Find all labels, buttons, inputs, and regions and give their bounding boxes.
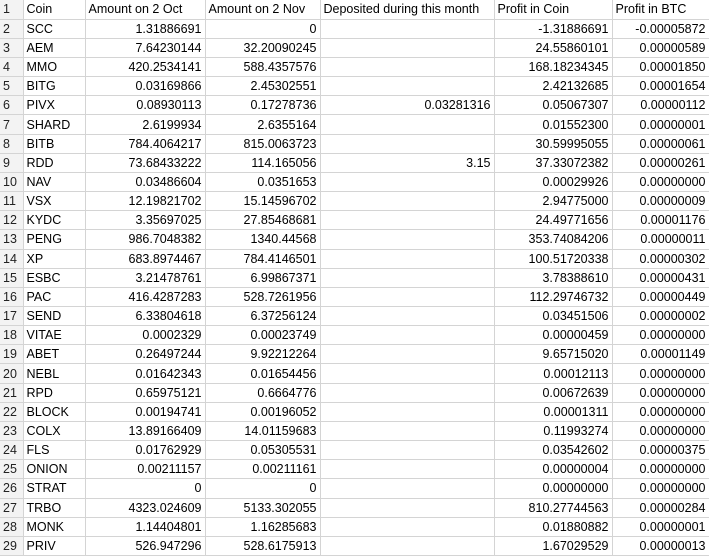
row-header[interactable]: 14: [0, 249, 23, 268]
row-header[interactable]: 22: [0, 402, 23, 421]
deposited-cell[interactable]: [320, 249, 494, 268]
row-header[interactable]: 19: [0, 345, 23, 364]
profit-coin-cell[interactable]: 353.74084206: [494, 230, 612, 249]
coin-cell[interactable]: XP: [23, 249, 85, 268]
coin-cell[interactable]: PAC: [23, 287, 85, 306]
amount-nov-cell[interactable]: 0.00211161: [205, 460, 320, 479]
profit-coin-cell[interactable]: 0.01880882: [494, 517, 612, 536]
profit-coin-cell[interactable]: 0.05067307: [494, 96, 612, 115]
table-row: [0, 402, 709, 421]
amount-oct-cell[interactable]: 0.0002329: [85, 326, 205, 345]
coin-cell[interactable]: AEM: [23, 38, 85, 57]
deposited-cell[interactable]: [320, 517, 494, 536]
header-cell-profit-coin[interactable]: Profit in Coin: [494, 0, 612, 19]
amount-nov-cell[interactable]: 6.99867371: [205, 268, 320, 287]
amount-nov-cell[interactable]: 0: [205, 19, 320, 38]
table-row: [0, 230, 709, 249]
table-row: [0, 153, 709, 172]
amount-oct-cell[interactable]: 0.01642343: [85, 364, 205, 383]
profit-coin-cell[interactable]: 0.00000000: [494, 479, 612, 498]
table-row: [0, 38, 709, 57]
amount-oct-cell[interactable]: 416.4287283: [85, 287, 205, 306]
amount-oct-cell[interactable]: 0.01762929: [85, 441, 205, 460]
amount-oct-cell[interactable]: 0.65975121: [85, 383, 205, 402]
row-header[interactable]: 4: [0, 57, 23, 76]
table-row: [0, 460, 709, 479]
amount-oct-cell[interactable]: 2.6199934: [85, 115, 205, 134]
row-header[interactable]: 13: [0, 230, 23, 249]
deposited-cell[interactable]: [320, 345, 494, 364]
profit-coin-cell[interactable]: 168.18234345: [494, 57, 612, 76]
amount-oct-cell[interactable]: 3.35697025: [85, 211, 205, 230]
profit-btc-cell[interactable]: 0.00000431: [612, 268, 709, 287]
profit-btc-cell[interactable]: 0.00000013: [612, 536, 709, 555]
row-header[interactable]: 17: [0, 307, 23, 326]
coin-cell[interactable]: RDD: [23, 153, 85, 172]
amount-nov-cell[interactable]: 14.01159683: [205, 421, 320, 440]
profit-coin-cell[interactable]: 810.27744563: [494, 498, 612, 517]
profit-btc-cell[interactable]: 0.00000000: [612, 479, 709, 498]
row-header[interactable]: 21: [0, 383, 23, 402]
profit-btc-cell[interactable]: 0.00000000: [612, 326, 709, 345]
header-cell-amount-oct[interactable]: Amount on 2 Oct: [85, 0, 205, 19]
deposited-cell[interactable]: [320, 536, 494, 555]
profit-coin-cell[interactable]: 2.42132685: [494, 77, 612, 96]
row-header[interactable]: 6: [0, 96, 23, 115]
row-header[interactable]: 15: [0, 268, 23, 287]
amount-oct-cell[interactable]: 683.8974467: [85, 249, 205, 268]
amount-nov-cell[interactable]: 1340.44568: [205, 230, 320, 249]
coin-cell[interactable]: TRBO: [23, 498, 85, 517]
deposited-cell[interactable]: [320, 268, 494, 287]
deposited-cell[interactable]: [320, 77, 494, 96]
profit-coin-cell[interactable]: 9.65715020: [494, 345, 612, 364]
row-header[interactable]: 12: [0, 211, 23, 230]
profit-btc-cell[interactable]: 0.00000002: [612, 307, 709, 326]
amount-nov-cell[interactable]: 2.45302551: [205, 77, 320, 96]
coin-cell[interactable]: MONK: [23, 517, 85, 536]
amount-oct-cell[interactable]: 3.21478761: [85, 268, 205, 287]
row-header[interactable]: 28: [0, 517, 23, 536]
profit-btc-cell[interactable]: 0.00000302: [612, 249, 709, 268]
header-cell-deposited[interactable]: Deposited during this month: [320, 0, 494, 19]
deposited-cell[interactable]: [320, 172, 494, 191]
profit-btc-cell[interactable]: 0.00000000: [612, 364, 709, 383]
row-header[interactable]: 7: [0, 115, 23, 134]
deposited-cell[interactable]: [320, 134, 494, 153]
deposited-cell[interactable]: [320, 326, 494, 345]
amount-oct-cell[interactable]: 0.26497244: [85, 345, 205, 364]
header-cell-amount-nov[interactable]: Amount on 2 Nov: [205, 0, 320, 19]
profit-coin-cell[interactable]: 0.11993274: [494, 421, 612, 440]
profit-btc-cell[interactable]: 0.00000375: [612, 441, 709, 460]
amount-oct-cell[interactable]: 1.31886691: [85, 19, 205, 38]
amount-oct-cell[interactable]: 1.14404801: [85, 517, 205, 536]
profit-coin-cell[interactable]: 100.51720338: [494, 249, 612, 268]
row-header[interactable]: 2: [0, 19, 23, 38]
profit-btc-cell[interactable]: 0.00000011: [612, 230, 709, 249]
deposited-cell[interactable]: [320, 19, 494, 38]
row-header[interactable]: 10: [0, 172, 23, 191]
profit-btc-cell[interactable]: 0.00000589: [612, 38, 709, 57]
deposited-cell[interactable]: [320, 57, 494, 76]
profit-btc-cell[interactable]: 0.00001176: [612, 211, 709, 230]
profit-btc-cell[interactable]: 0.00000000: [612, 460, 709, 479]
table-row: [0, 307, 709, 326]
table-row: [0, 134, 709, 153]
row-header[interactable]: 24: [0, 441, 23, 460]
amount-nov-cell[interactable]: 0.00196052: [205, 402, 320, 421]
table-row: [0, 536, 709, 555]
profit-coin-cell[interactable]: 0.00012113: [494, 364, 612, 383]
amount-oct-cell[interactable]: 12.19821702: [85, 192, 205, 211]
row-header[interactable]: 5: [0, 77, 23, 96]
deposited-cell[interactable]: [320, 230, 494, 249]
coin-cell[interactable]: NEBL: [23, 364, 85, 383]
amount-oct-cell[interactable]: 0.00194741: [85, 402, 205, 421]
table-row: [0, 498, 709, 517]
coin-cell[interactable]: STRAT: [23, 479, 85, 498]
profit-btc-cell[interactable]: 0.00000112: [612, 96, 709, 115]
deposited-cell[interactable]: [320, 38, 494, 57]
amount-nov-cell[interactable]: 0.17278736: [205, 96, 320, 115]
table-row: [0, 479, 709, 498]
deposited-cell[interactable]: [320, 479, 494, 498]
coin-cell[interactable]: ONION: [23, 460, 85, 479]
amount-nov-cell[interactable]: 1.16285683: [205, 517, 320, 536]
header-row: [0, 0, 709, 19]
amount-nov-cell[interactable]: 5133.302055: [205, 498, 320, 517]
amount-oct-cell[interactable]: 784.4064217: [85, 134, 205, 153]
table-row: [0, 421, 709, 440]
coin-cell[interactable]: FLS: [23, 441, 85, 460]
coin-cell[interactable]: PRIV: [23, 536, 85, 555]
coin-cell[interactable]: PIVX: [23, 96, 85, 115]
deposited-cell[interactable]: [320, 498, 494, 517]
profit-btc-cell[interactable]: 0.00000061: [612, 134, 709, 153]
profit-btc-cell[interactable]: 0.00001850: [612, 57, 709, 76]
deposited-cell[interactable]: [320, 211, 494, 230]
header-cell-coin[interactable]: Coin: [23, 0, 85, 19]
amount-nov-cell[interactable]: 0: [205, 479, 320, 498]
amount-nov-cell[interactable]: 588.4357576: [205, 57, 320, 76]
row-header[interactable]: 26: [0, 479, 23, 498]
amount-oct-cell[interactable]: 526.947296: [85, 536, 205, 555]
profit-coin-cell[interactable]: -1.31886691: [494, 19, 612, 38]
amount-nov-cell[interactable]: 32.20090245: [205, 38, 320, 57]
coin-cell[interactable]: RPD: [23, 383, 85, 402]
profit-coin-cell[interactable]: 24.49771656: [494, 211, 612, 230]
amount-oct-cell[interactable]: 0.00211157: [85, 460, 205, 479]
deposited-cell[interactable]: [320, 192, 494, 211]
amount-oct-cell[interactable]: 4323.024609: [85, 498, 205, 517]
row-header[interactable]: 25: [0, 460, 23, 479]
amount-nov-cell[interactable]: 0.00023749: [205, 326, 320, 345]
amount-nov-cell[interactable]: 2.6355164: [205, 115, 320, 134]
amount-oct-cell[interactable]: 6.33804618: [85, 307, 205, 326]
profit-coin-cell[interactable]: 24.55860101: [494, 38, 612, 57]
amount-oct-cell[interactable]: 420.2534141: [85, 57, 205, 76]
coin-cell[interactable]: ABET: [23, 345, 85, 364]
deposited-cell[interactable]: 0.03281316: [320, 96, 494, 115]
deposited-cell[interactable]: [320, 287, 494, 306]
profit-coin-cell[interactable]: 2.94775000: [494, 192, 612, 211]
amount-nov-cell[interactable]: 0.0351653: [205, 172, 320, 191]
amount-oct-cell[interactable]: 73.68433222: [85, 153, 205, 172]
amount-oct-cell[interactable]: 0.08930113: [85, 96, 205, 115]
table-row: [0, 364, 709, 383]
amount-nov-cell[interactable]: 815.0063723: [205, 134, 320, 153]
amount-nov-cell[interactable]: 528.6175913: [205, 536, 320, 555]
amount-oct-cell[interactable]: 13.89166409: [85, 421, 205, 440]
coin-cell[interactable]: SHARD: [23, 115, 85, 134]
profit-btc-cell[interactable]: 0.00000284: [612, 498, 709, 517]
profit-coin-cell[interactable]: 0.00000004: [494, 460, 612, 479]
deposited-cell[interactable]: [320, 441, 494, 460]
amount-nov-cell[interactable]: 0.01654456: [205, 364, 320, 383]
coin-cell[interactable]: MMO: [23, 57, 85, 76]
amount-nov-cell[interactable]: 0.6664776: [205, 383, 320, 402]
deposited-cell[interactable]: [320, 421, 494, 440]
table-row: [0, 345, 709, 364]
table-row: [0, 192, 709, 211]
table-row: [0, 115, 709, 134]
profit-coin-cell[interactable]: 3.78388610: [494, 268, 612, 287]
amount-nov-cell[interactable]: 114.165056: [205, 153, 320, 172]
profit-btc-cell[interactable]: 0.00000001: [612, 517, 709, 536]
amount-nov-cell[interactable]: 784.4146501: [205, 249, 320, 268]
header-cell-profit-btc[interactable]: Profit in BTC: [612, 0, 709, 19]
coin-cell[interactable]: VSX: [23, 192, 85, 211]
table-row: [0, 57, 709, 76]
table-row: [0, 19, 709, 38]
amount-oct-cell[interactable]: 7.64230144: [85, 38, 205, 57]
row-header[interactable]: 1: [0, 0, 23, 19]
coin-cell[interactable]: PENG: [23, 230, 85, 249]
deposited-cell[interactable]: [320, 307, 494, 326]
coin-cell[interactable]: BITG: [23, 77, 85, 96]
profit-btc-cell[interactable]: 0.00000000: [612, 421, 709, 440]
coin-cell[interactable]: KYDC: [23, 211, 85, 230]
profit-coin-cell[interactable]: 0.01552300: [494, 115, 612, 134]
table-row: [0, 211, 709, 230]
profit-coin-cell[interactable]: 0.03451506: [494, 307, 612, 326]
profit-coin-cell[interactable]: 0.00000459: [494, 326, 612, 345]
row-header[interactable]: 8: [0, 134, 23, 153]
profit-btc-cell[interactable]: 0.00000000: [612, 172, 709, 191]
row-header[interactable]: 9: [0, 153, 23, 172]
profit-coin-cell[interactable]: 0.00672639: [494, 383, 612, 402]
table-row: [0, 517, 709, 536]
coin-cell[interactable]: SEND: [23, 307, 85, 326]
profit-coin-cell[interactable]: 37.33072382: [494, 153, 612, 172]
table-row: [0, 441, 709, 460]
profit-coin-cell[interactable]: 1.67029529: [494, 536, 612, 555]
table-row: [0, 326, 709, 345]
deposited-cell[interactable]: [320, 460, 494, 479]
amount-oct-cell[interactable]: 986.7048382: [85, 230, 205, 249]
amount-nov-cell[interactable]: 9.92212264: [205, 345, 320, 364]
deposited-cell[interactable]: [320, 364, 494, 383]
profit-btc-cell[interactable]: 0.00000009: [612, 192, 709, 211]
profit-btc-cell[interactable]: 0.00000449: [612, 287, 709, 306]
table-row: [0, 96, 709, 115]
amount-nov-cell[interactable]: 528.7261956: [205, 287, 320, 306]
coin-cell[interactable]: NAV: [23, 172, 85, 191]
amount-oct-cell[interactable]: 0: [85, 479, 205, 498]
table-row: [0, 77, 709, 96]
table-row: [0, 172, 709, 191]
amount-oct-cell[interactable]: 0.03486604: [85, 172, 205, 191]
profit-coin-cell[interactable]: 0.00001311: [494, 402, 612, 421]
table-row: [0, 268, 709, 287]
profit-btc-cell[interactable]: 0.00000001: [612, 115, 709, 134]
deposited-cell[interactable]: [320, 383, 494, 402]
row-header[interactable]: 27: [0, 498, 23, 517]
row-header[interactable]: 3: [0, 38, 23, 57]
row-header[interactable]: 18: [0, 326, 23, 345]
row-header[interactable]: 16: [0, 287, 23, 306]
amount-nov-cell[interactable]: 27.85468681: [205, 211, 320, 230]
coin-cell[interactable]: SCC: [23, 19, 85, 38]
row-header[interactable]: 23: [0, 421, 23, 440]
amount-nov-cell[interactable]: 6.37256124: [205, 307, 320, 326]
row-header[interactable]: 29: [0, 536, 23, 555]
profit-btc-cell[interactable]: 0.00000000: [612, 402, 709, 421]
coin-cell[interactable]: VITAE: [23, 326, 85, 345]
deposited-cell[interactable]: 3.15: [320, 153, 494, 172]
profit-btc-cell[interactable]: -0.00005872: [612, 19, 709, 38]
deposited-cell[interactable]: [320, 115, 494, 134]
profit-btc-cell[interactable]: 0.00001654: [612, 77, 709, 96]
profit-btc-cell[interactable]: 0.00000261: [612, 153, 709, 172]
table-row: [0, 383, 709, 402]
profit-coin-cell[interactable]: 112.29746732: [494, 287, 612, 306]
profit-coin-cell[interactable]: 0.03542602: [494, 441, 612, 460]
row-header[interactable]: 11: [0, 192, 23, 211]
deposited-cell[interactable]: [320, 402, 494, 421]
table-row: [0, 249, 709, 268]
profit-coin-cell[interactable]: 0.00029926: [494, 172, 612, 191]
coin-cell[interactable]: ESBC: [23, 268, 85, 287]
amount-nov-cell[interactable]: 0.05305531: [205, 441, 320, 460]
profit-btc-cell[interactable]: 0.00001149: [612, 345, 709, 364]
amount-oct-cell[interactable]: 0.03169866: [85, 77, 205, 96]
amount-nov-cell[interactable]: 15.14596702: [205, 192, 320, 211]
table-row: [0, 287, 709, 306]
row-header[interactable]: 20: [0, 364, 23, 383]
coin-cell[interactable]: BITB: [23, 134, 85, 153]
coin-cell[interactable]: COLX: [23, 421, 85, 440]
profit-coin-cell[interactable]: 30.59995055: [494, 134, 612, 153]
profit-btc-cell[interactable]: 0.00000000: [612, 383, 709, 402]
coin-cell[interactable]: BLOCK: [23, 402, 85, 421]
